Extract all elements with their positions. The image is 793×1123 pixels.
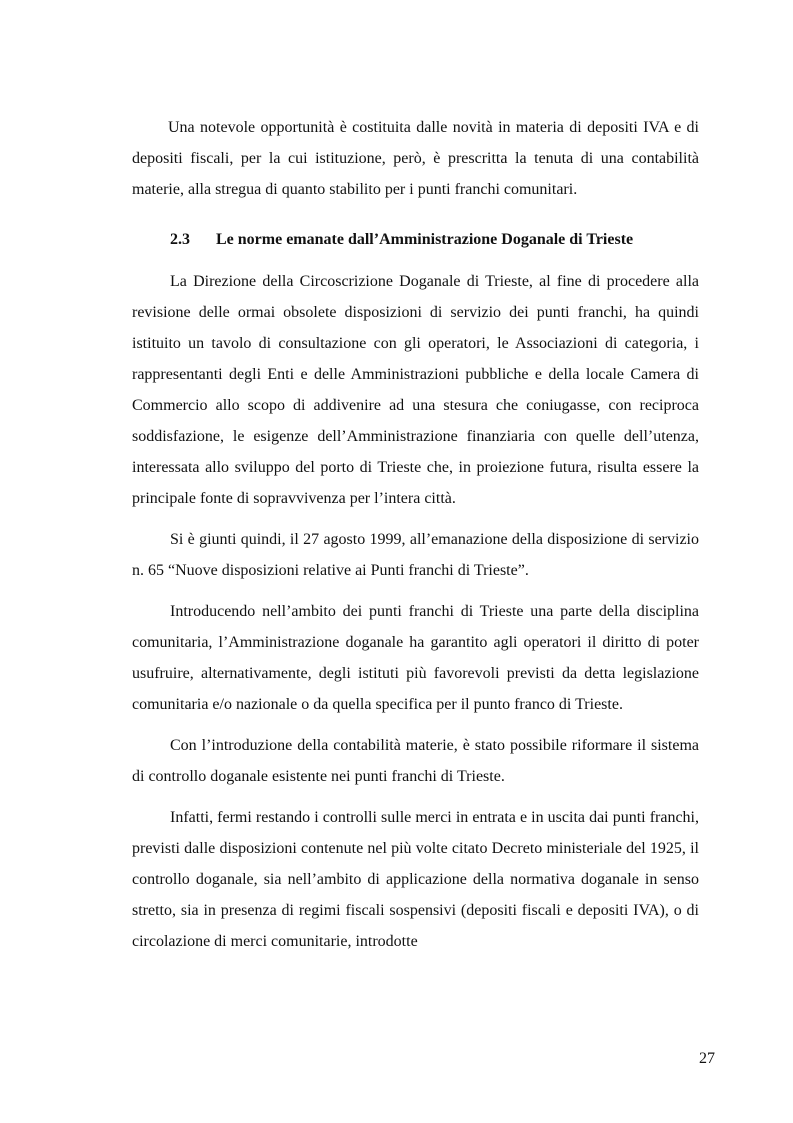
paragraph-3: Introducendo nell’ambito dei punti franchi di Trieste una parte della disciplina comunitaria, l’Amministrazione doganale ha garantito agli operatori il diritto di poter usufruire, alternativamente, degli istituti più favorevoli previsti da detta legislazione comunitaria e/o nazionale o da quella specifica per il punto franco di Trieste. [132, 603, 699, 713]
paragraph-4: Con l’introduzione della contabilità materie, è stato possibile riformare il sistema di controllo doganale esistente nei punti franchi di Trieste. [132, 737, 699, 785]
section-number: 2.3 [170, 231, 190, 248]
paragraph-5: Infatti, fermi restando i controlli sulle merci in entrata e in uscita dai punti franchi, previsti dalle disposizioni contenute nel più volte citato Decreto ministeriale del 1925, il controllo doganale, sia nell’ambito di applicazione della normativa doganale in senso stretto, sia in presenza di regimi fiscali sospensivi (depositi fiscali e depositi IVA), o di circolazione di merci comunitarie, introdotte [132, 809, 699, 950]
paragraph-intro: Una notevole opportunità è costituita dalle novità in materia di depositi IVA e di depositi fiscali, per la cui istituzione, però, è prescritta la tenuta di una contabilità materie, alla stregua di quanto stabilito per i punti franchi comunitari. [132, 119, 699, 198]
document-page [132, 112, 699, 967]
page-number: 27 [699, 1050, 715, 1067]
section-title: Le norme emanate dall’Amministrazione Doganale di Trieste [216, 231, 634, 248]
section-heading [132, 224, 699, 255]
paragraph-2: Si è giunti quindi, il 27 agosto 1999, all’emanazione della disposizione di servizio n. 65 “Nuove disposizioni relative ai Punti franchi di Trieste”. [132, 531, 699, 579]
paragraph-1: La Direzione della Circoscrizione Doganale di Trieste, al fine di procedere alla revisione delle ormai obsolete disposizioni di servizio dei punti franchi, ha quindi istituito un tavolo di consultazione con gli operatori, le Associazioni di categoria, i rappresentanti degli Enti e delle Amministrazioni pubbliche e della locale Camera di Commercio allo scopo di addivenire ad una stesura che coniugasse, con reciproca soddisfazione, le esigenze dell’Amministrazione finanziaria con quelle dell’utenza, interessata allo sviluppo del porto di Trieste che, in proiezione futura, risulta essere la principale fonte di sopravvivenza per l’intera città. [132, 273, 699, 507]
